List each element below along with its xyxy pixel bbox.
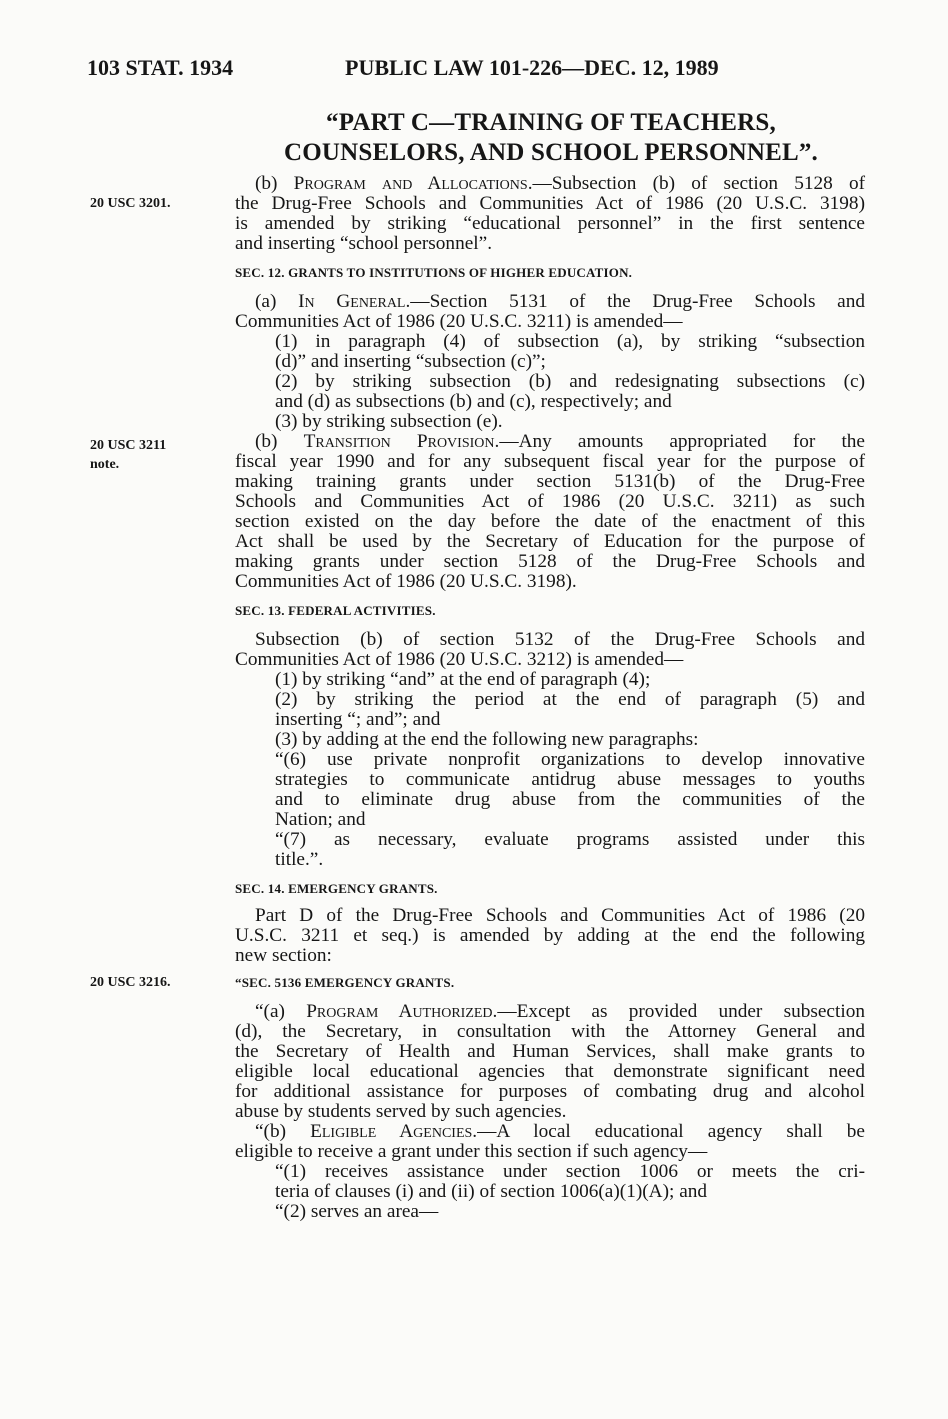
section-12 bbox=[235, 263, 865, 283]
text-line: (d), the Secretary, in consultation with the Attorney General and bbox=[235, 1021, 865, 1042]
part-title bbox=[236, 108, 866, 168]
paragraph-caption: In General bbox=[298, 291, 406, 312]
text-line: Communities Act of 1986 (20 U.S.C. 3211) is amended— bbox=[235, 311, 683, 332]
part-title-line-1: “PART C—TRAINING OF TEACHERS, bbox=[326, 109, 776, 136]
section-heading: SEC. 14. EMERGENCY GRANTS. bbox=[235, 881, 438, 896]
text-line: strategies to communicate antidrug abuse messages to youths bbox=[275, 769, 865, 790]
text-line: eligible local educational agencies that demonstrate significant need bbox=[235, 1061, 865, 1082]
text-line: (2) by striking subsection (b) and redesignating subsections (c) bbox=[275, 371, 865, 392]
subsection-b-transition-provision bbox=[235, 432, 865, 592]
section-heading: SEC. 12. GRANTS TO INSTITUTIONS OF HIGHER EDUCATION. bbox=[235, 265, 633, 280]
text-line: (2) by striking the period at the end of paragraph (5) and bbox=[275, 689, 865, 710]
text-line: Subsection (b) of section 5132 of the Drug-Free Schools and bbox=[255, 629, 865, 650]
paragraph-lead: (a) bbox=[255, 291, 299, 312]
text-line: Part D of the Drug-Free Schools and Communities Act of 1986 (20 bbox=[255, 905, 865, 926]
text-line: and (d) as subsections (b) and (c), respectively; and bbox=[275, 391, 672, 412]
margin-note-usc-3201: 20 USC 3201. bbox=[90, 196, 171, 211]
text-line: Communities Act of 1986 (20 U.S.C. 3212) is amended— bbox=[235, 649, 684, 670]
public-law-citation: PUBLIC LAW 101-226—DEC. 12, 1989 bbox=[345, 55, 719, 80]
text-line: inserting “; and”; and bbox=[275, 709, 441, 730]
text-line: teria of clauses (i) and (ii) of section 1006(a)(1)(A); and bbox=[275, 1181, 708, 1202]
paragraph-lead: “(b) bbox=[255, 1121, 311, 1142]
paragraph-caption: Eligible Agencies bbox=[310, 1121, 473, 1142]
text-line: Schools and Communities Act of 1986 (20 U.S.C. 3211) as such bbox=[235, 491, 865, 512]
paragraph-caption: Program and Allocations bbox=[293, 173, 528, 194]
text-line: (3) by adding at the end the following new paragraphs: bbox=[275, 729, 699, 750]
text-line: .—A local educational agency shall be bbox=[472, 1121, 865, 1142]
text-line: “(7) as necessary, evaluate programs assisted under this bbox=[275, 829, 865, 850]
paragraph-caption: Transition Provision bbox=[303, 431, 495, 452]
text-line: .—Except as provided under subsection bbox=[492, 1001, 865, 1022]
text-line: the Drug-Free Schools and Communities Act of 1986 (20 U.S.C. 3198) bbox=[235, 193, 865, 214]
text-line: eligible to receive a grant under this section if such agency— bbox=[235, 1141, 708, 1162]
margin-note-note: note. bbox=[90, 457, 120, 472]
text-line: fiscal year 1990 and for any subsequent fiscal year for the purpose of bbox=[235, 451, 865, 472]
text-line: “(1) receives assistance under section 1006 or meets the cri- bbox=[275, 1161, 865, 1182]
section-5136 bbox=[235, 973, 865, 993]
section-12-body bbox=[235, 292, 865, 432]
text-line: .—Any amounts appropriated for the bbox=[494, 431, 865, 452]
text-line: and inserting “school personnel”. bbox=[235, 233, 493, 254]
margin-note-usc-3211: 20 USC 3211 bbox=[90, 438, 167, 453]
text-line: making grants under section 5128 of the Drug-Free Schools and bbox=[235, 551, 865, 572]
text-line: abuse by students served by such agencies. bbox=[235, 1101, 567, 1122]
page-header bbox=[87, 55, 867, 95]
text-line: (3) by striking subsection (e). bbox=[275, 411, 503, 432]
stat-page-number: 103 STAT. 1934 bbox=[87, 55, 234, 80]
text-line: Communities Act of 1986 (20 U.S.C. 3198). bbox=[235, 571, 577, 592]
text-line: (1) in paragraph (4) of subsection (a), by striking “subsection bbox=[275, 331, 865, 352]
paragraph-caption: Program Authorized bbox=[306, 1001, 493, 1022]
paragraph-lead: (b) bbox=[255, 431, 304, 452]
text-line: new section: bbox=[235, 945, 332, 966]
text-line: “(6) use private nonprofit organizations to develop innovative bbox=[275, 749, 865, 770]
text-line: is amended by striking “educational personnel” in the first sentence bbox=[235, 213, 865, 234]
text-line: and to eliminate drug abuse from the communities of the bbox=[275, 789, 865, 810]
text-line: U.S.C. 3211 et seq.) is amended by adding at the end the following bbox=[235, 925, 865, 946]
paragraph-lead: “(a) bbox=[255, 1001, 307, 1022]
section-heading: “SEC. 5136 EMERGENCY GRANTS. bbox=[235, 975, 455, 990]
text-line: “(2) serves an area— bbox=[275, 1201, 439, 1222]
text-line: Nation; and bbox=[275, 809, 366, 830]
text-line: Act shall be used by the Secretary of Education for the purpose of bbox=[235, 531, 865, 552]
section-13-body bbox=[235, 630, 865, 870]
text-line: section existed on the day before the date of the enactment of this bbox=[235, 511, 865, 532]
section-13 bbox=[235, 601, 865, 621]
text-line: making training grants under section 5131(b) of the Drug-Free bbox=[235, 471, 865, 492]
paragraph-lead: (b) bbox=[255, 173, 294, 194]
text-line: title.”. bbox=[275, 849, 324, 870]
section-5136-body bbox=[235, 1002, 865, 1222]
section-heading: SEC. 13. FEDERAL ACTIVITIES. bbox=[235, 603, 436, 618]
subsection-b-program-allocations bbox=[235, 174, 865, 254]
text-line: the Secretary of Health and Human Services, shall make grants to bbox=[235, 1041, 865, 1062]
text-line: .—Section 5131 of the Drug-Free Schools and bbox=[405, 291, 865, 312]
text-line: for additional assistance for purposes of combating drug and alcohol bbox=[235, 1081, 865, 1102]
section-14-body bbox=[235, 906, 865, 966]
text-line: (1) by striking “and” at the end of paragraph (4); bbox=[275, 669, 651, 690]
part-title-line-2: COUNSELORS, AND SCHOOL PERSONNEL”. bbox=[284, 139, 818, 166]
section-14 bbox=[235, 879, 865, 899]
margin-note-usc-3216: 20 USC 3216. bbox=[90, 975, 171, 990]
text-line: (d)” and inserting “subsection (c)”; bbox=[275, 351, 546, 372]
text-line: .—Subsection (b) of section 5128 of bbox=[527, 173, 866, 194]
